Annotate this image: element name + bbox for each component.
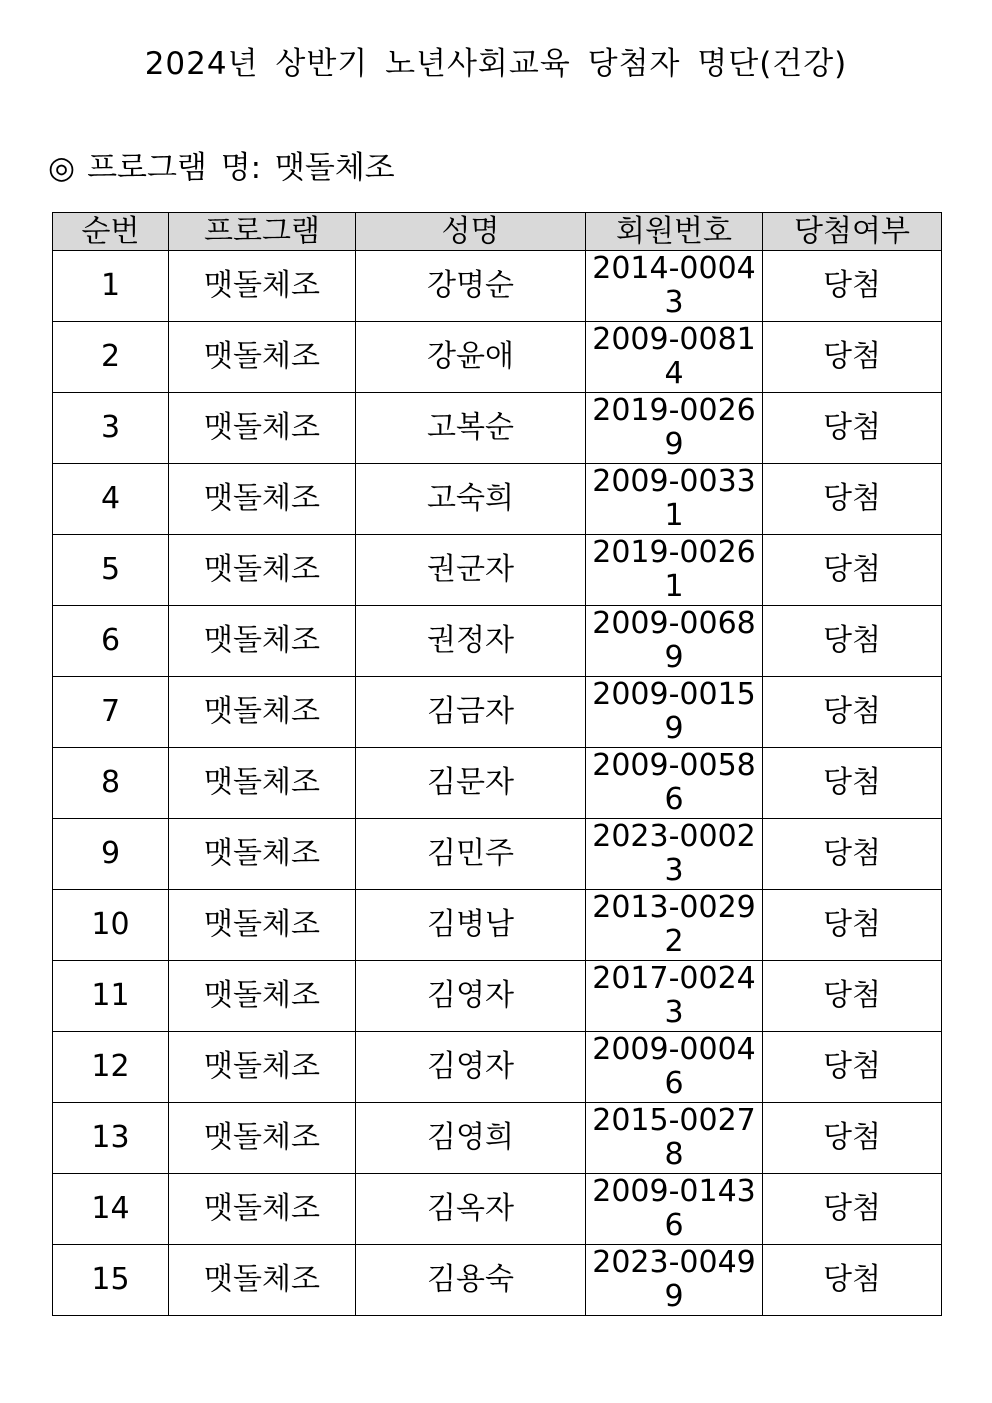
cell-number: 15	[53, 1245, 169, 1316]
cell-program: 맷돌체조	[169, 1245, 356, 1316]
cell-program: 맷돌체조	[169, 251, 356, 322]
cell-member-number: 2019-00261	[586, 535, 763, 606]
cell-member-number: 2009-00689	[586, 606, 763, 677]
cell-status: 당첨	[763, 1032, 942, 1103]
cell-member-number: 2009-00046	[586, 1032, 763, 1103]
program-label: 프로그램 명:	[87, 150, 262, 186]
cell-name: 김영희	[356, 1103, 586, 1174]
cell-member-number: 2009-00814	[586, 322, 763, 393]
cell-name: 김민주	[356, 819, 586, 890]
cell-number: 1	[53, 251, 169, 322]
cell-name: 권군자	[356, 535, 586, 606]
table-header-row	[53, 213, 942, 251]
cell-member-number: 2013-00292	[586, 890, 763, 961]
cell-program: 맷돌체조	[169, 819, 356, 890]
cell-member-number: 2019-00269	[586, 393, 763, 464]
cell-program: 맷돌체조	[169, 748, 356, 819]
cell-number: 3	[53, 393, 169, 464]
cell-status: 당첨	[763, 748, 942, 819]
cell-status: 당첨	[763, 535, 942, 606]
cell-program: 맷돌체조	[169, 535, 356, 606]
header-name: 성명	[356, 213, 586, 251]
cell-program: 맷돌체조	[169, 1174, 356, 1245]
table-row	[53, 464, 942, 535]
double-circle-icon: ◎	[48, 150, 76, 186]
cell-name: 김금자	[356, 677, 586, 748]
cell-member-number: 2009-01436	[586, 1174, 763, 1245]
cell-number: 14	[53, 1174, 169, 1245]
cell-number: 6	[53, 606, 169, 677]
table-row	[53, 1174, 942, 1245]
cell-program: 맷돌체조	[169, 1103, 356, 1174]
header-program: 프로그램	[169, 213, 356, 251]
cell-number: 8	[53, 748, 169, 819]
cell-member-number: 2015-00278	[586, 1103, 763, 1174]
table-row	[53, 606, 942, 677]
program-heading	[48, 148, 395, 188]
cell-number: 10	[53, 890, 169, 961]
cell-program: 맷돌체조	[169, 677, 356, 748]
cell-name: 김용숙	[356, 1245, 586, 1316]
table-row	[53, 1245, 942, 1316]
cell-status: 당첨	[763, 1174, 942, 1245]
cell-status: 당첨	[763, 251, 942, 322]
winners-table	[52, 212, 942, 1316]
cell-number: 13	[53, 1103, 169, 1174]
table-row	[53, 748, 942, 819]
cell-program: 맷돌체조	[169, 890, 356, 961]
cell-status: 당첨	[763, 677, 942, 748]
cell-status: 당첨	[763, 1103, 942, 1174]
table-row	[53, 677, 942, 748]
cell-name: 강명순	[356, 251, 586, 322]
cell-number: 2	[53, 322, 169, 393]
table-row	[53, 1103, 942, 1174]
cell-name: 김영자	[356, 1032, 586, 1103]
table-row	[53, 535, 942, 606]
cell-program: 맷돌체조	[169, 393, 356, 464]
cell-number: 12	[53, 1032, 169, 1103]
table-row	[53, 251, 942, 322]
cell-program: 맷돌체조	[169, 1032, 356, 1103]
cell-status: 당첨	[763, 464, 942, 535]
cell-name: 강윤애	[356, 322, 586, 393]
cell-number: 9	[53, 819, 169, 890]
cell-status: 당첨	[763, 819, 942, 890]
cell-member-number: 2009-00331	[586, 464, 763, 535]
cell-program: 맷돌체조	[169, 606, 356, 677]
table-row	[53, 393, 942, 464]
cell-status: 당첨	[763, 606, 942, 677]
cell-member-number: 2009-00159	[586, 677, 763, 748]
header-member-number: 회원번호	[586, 213, 763, 251]
cell-program: 맷돌체조	[169, 464, 356, 535]
cell-member-number: 2009-00586	[586, 748, 763, 819]
cell-number: 11	[53, 961, 169, 1032]
document-title: 2024년 상반기 노년사회교육 당첨자 명단(건강)	[144, 46, 848, 82]
cell-member-number: 2023-00023	[586, 819, 763, 890]
cell-status: 당첨	[763, 322, 942, 393]
cell-name: 김영자	[356, 961, 586, 1032]
cell-name: 고숙희	[356, 464, 586, 535]
header-status: 당첨여부	[763, 213, 942, 251]
header-number: 순번	[53, 213, 169, 251]
cell-name: 권정자	[356, 606, 586, 677]
table-row	[53, 819, 942, 890]
table-row	[53, 961, 942, 1032]
cell-program: 맷돌체조	[169, 961, 356, 1032]
cell-number: 7	[53, 677, 169, 748]
cell-status: 당첨	[763, 890, 942, 961]
cell-number: 4	[53, 464, 169, 535]
cell-name: 김문자	[356, 748, 586, 819]
cell-program: 맷돌체조	[169, 322, 356, 393]
table-row	[53, 890, 942, 961]
cell-status: 당첨	[763, 1245, 942, 1316]
cell-name: 김병남	[356, 890, 586, 961]
table-row	[53, 1032, 942, 1103]
cell-member-number: 2023-00499	[586, 1245, 763, 1316]
table-row	[53, 322, 942, 393]
cell-name: 고복순	[356, 393, 586, 464]
cell-number: 5	[53, 535, 169, 606]
program-name: 맷돌체조	[274, 150, 395, 186]
cell-member-number: 2014-00043	[586, 251, 763, 322]
cell-status: 당첨	[763, 393, 942, 464]
cell-member-number: 2017-00243	[586, 961, 763, 1032]
cell-name: 김옥자	[356, 1174, 586, 1245]
cell-status: 당첨	[763, 961, 942, 1032]
